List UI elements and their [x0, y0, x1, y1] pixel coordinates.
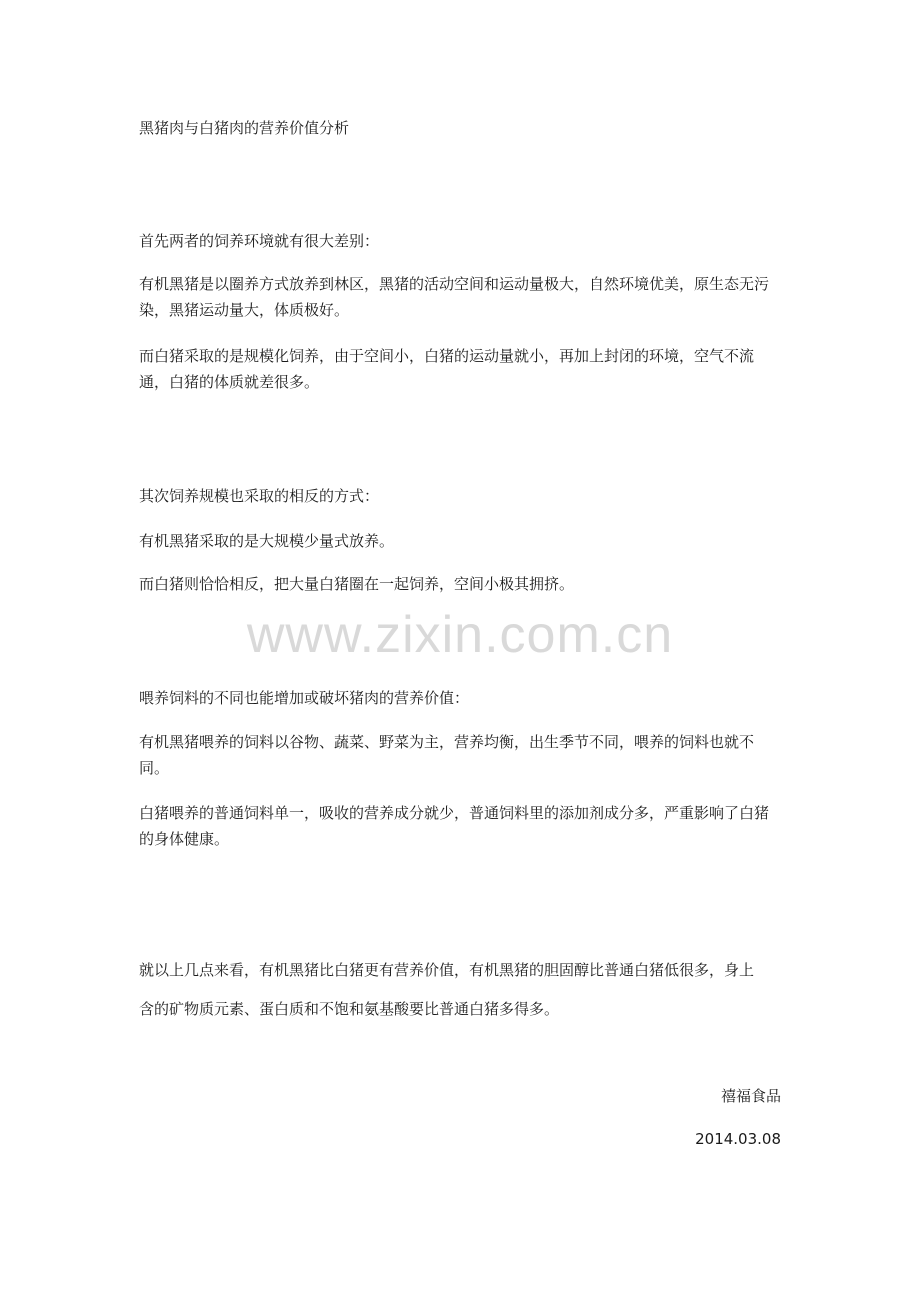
signature-company: 禧福食品: [720, 1087, 781, 1105]
section-1-paragraph-2: 而白猪采取的是规模化饲养，由于空间小，白猪的运动量就小，再加上封闭的环境，空气不流通，白猪的体质就差很多。: [139, 347, 755, 391]
document-title: 黑猪肉与白猪肉的营养价值分析: [139, 119, 350, 137]
section-2-paragraph-1: 有机黑猪采取的是大规模少量式放养。: [139, 532, 395, 550]
section-2-paragraph-2: 而白猪则恰恰相反，把大量白猪圈在一起饲养，空间小极其拥挤。: [139, 575, 575, 593]
section-3-heading: 喂养饲料的不同也能增加或破坏猪肉的营养价值：: [139, 689, 470, 707]
section-1-paragraph-1: 有机黑猪是以圈养方式放养到林区，黑猪的活动空间和运动量极大，自然环境优美，原生态无污染，黑猪运动量大，体质极好。: [139, 275, 770, 319]
section-3-paragraph-1: 有机黑猪喂养的饲料以谷物、蔬菜、野菜为主，营养均衡，出生季节不同，喂养的饲料也就不同。: [139, 733, 755, 777]
section-2-heading: 其次饲养规模也采取的相反的方式：: [139, 487, 380, 505]
signature-date: 2014.03.08: [695, 1130, 781, 1148]
section-3-paragraph-2: 白猪喂养的普通饲料单一，吸收的营养成分就少，普通饲料里的添加剂成分多，严重影响了白猪的身体健康。: [139, 804, 770, 848]
watermark: www.zixin.com.cn: [246, 606, 674, 664]
conclusion-line-1: 就以上几点来看，有机黑猪比白猪更有营养价值，有机黑猪的胆固醇比普通白猪低很多，身上: [139, 961, 755, 979]
conclusion-line-2: 含的矿物质元素、蛋白质和不饱和氨基酸要比普通白猪多得多。: [139, 1000, 560, 1018]
section-1-heading-rest: 饲养环境就有很大差别：: [214, 232, 380, 250]
section-1-heading-prefix: 首先两者的: [139, 232, 215, 250]
section-1-heading: [139, 228, 781, 254]
